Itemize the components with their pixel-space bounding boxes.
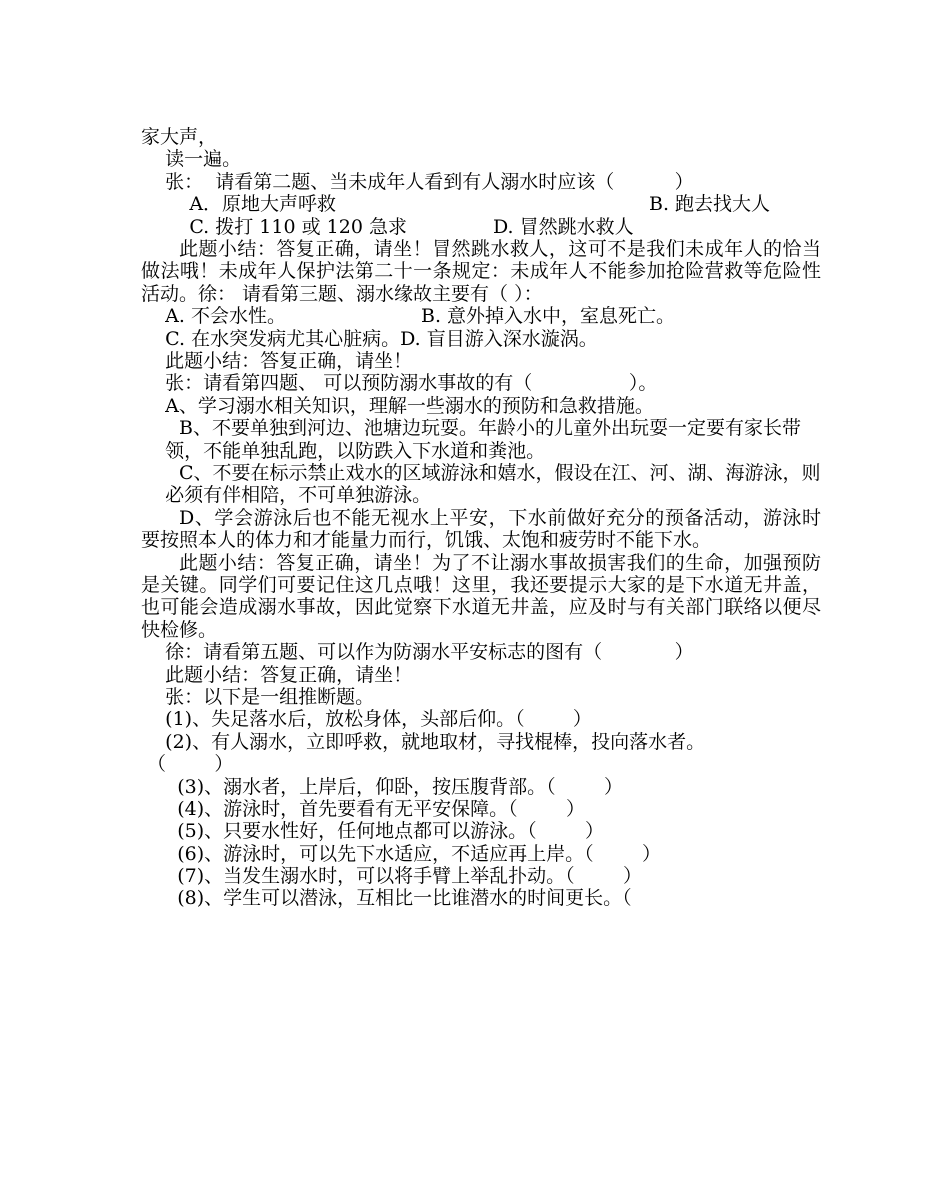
judgement-item: (2)、有人溺水，立即呼救，就地取材，寻找棍棒，投向落水者。 xyxy=(141,730,706,753)
option-a: A．原地大声呼救 xyxy=(141,193,337,216)
option-b: B. 跑去找大人 xyxy=(649,193,771,216)
question-3-options-cd: C. 在水突发病尤其心脏病。D. 盲目游入深水漩涡。 xyxy=(141,327,598,350)
option-c: C. 拨打 110 或 120 急求 xyxy=(141,215,407,238)
judgement-item: (4)、游泳时，首先要看有无平安保障。（ ） xyxy=(141,797,585,820)
judgement-item-blank: （ ） xyxy=(141,753,234,776)
option-a: A、学习溺水相关知识，理解一些溺水的预防和急救措施。 xyxy=(141,394,654,417)
document-body xyxy=(141,126,821,910)
text-line: 此题小结：答复正确，请坐！ xyxy=(141,663,413,686)
option-c: C、不要在标示禁止戏水的区域游泳和嬉水，假设在江、河、湖、海游泳，则 xyxy=(179,461,821,484)
question-3-options-ab xyxy=(141,305,821,327)
option-b: B、不要单独到河边、池塘边玩耍。年龄小的儿童外出玩耍一定要有家长带 xyxy=(179,417,801,440)
text-line: 张：以下是一组推断题。 xyxy=(141,685,375,708)
question-2-options-cd xyxy=(141,216,821,238)
option-d: D、学会游泳后也不能无视水上平安，下水前做好充分的预备活动，游泳时要按照本人的体力和才能量力而行，饥饿、太饱和疲劳时不能下水。 xyxy=(141,506,821,552)
text-line: 领，不能单独乱跑，以防跌入下水道和粪池。 xyxy=(141,439,546,462)
text-line: 必须有伴相陪，不可单独游泳。 xyxy=(141,484,432,507)
judgement-item: (7)、当发生溺水时，可以将手臂上举乱扑动。（ ） xyxy=(141,865,642,888)
judgement-item: (3)、溺水者，上岸后，仰卧，按压腹背部。（ ） xyxy=(141,775,623,798)
judgement-item: (8)、学生可以潜泳，互相比一比谁潜水的时间更长。（ xyxy=(141,887,632,910)
summary-paragraph: 此题小结：答复正确，请坐！为了不让溺水事故损害我们的生命，加强预防是关键。同学们可要记住这几点哦！这里，我还要提示大家的是下水道无井盖，也可能会造成溺水事故，因此觉察下水道无井盖，应及时与有关部门联络以便尽快检修。 xyxy=(141,551,821,641)
option-b: B. 意外掉入水中，室息死亡。 xyxy=(421,305,676,328)
question-2-options-ab xyxy=(141,193,821,215)
summary-paragraph: 此题小结：答复正确，请坐！冒然跳水救人，这可不是我们未成年人的恰当做法哦！未成年人保护法第二十一条规定：未成年人不能参加抢险营救等危险性活动。徐： 请看第三题、溺水缘故主要有（ ）： xyxy=(141,237,821,305)
option-a: A. 不会水性。 xyxy=(141,305,286,328)
question-5: 徐：请看第五题、可以作为防溺水平安标志的图有（ ） xyxy=(141,641,694,664)
question-2: 张： 请看第二题、当未成年人看到有人溺水时应该（ ） xyxy=(141,170,694,193)
judgement-item: (6)、游泳时，可以先下水适应，不适应再上岸。（ ） xyxy=(141,842,661,865)
text-line: 此题小结：答复正确，请坐！ xyxy=(141,349,413,372)
text-line: 家大声， xyxy=(141,126,218,148)
question-4: 张：请看第四题、 可以预防溺水事故的有（ ）。 xyxy=(141,372,658,395)
text-line: 读一遍。 xyxy=(141,148,242,171)
judgement-item: (5)、只要水性好，任何地点都可以游泳。（ ） xyxy=(141,820,604,843)
judgement-item: (1)、失足落水后，放松身体，头部后仰。（ ） xyxy=(141,708,592,731)
option-d: D. 冒然跳水救人 xyxy=(493,215,634,238)
